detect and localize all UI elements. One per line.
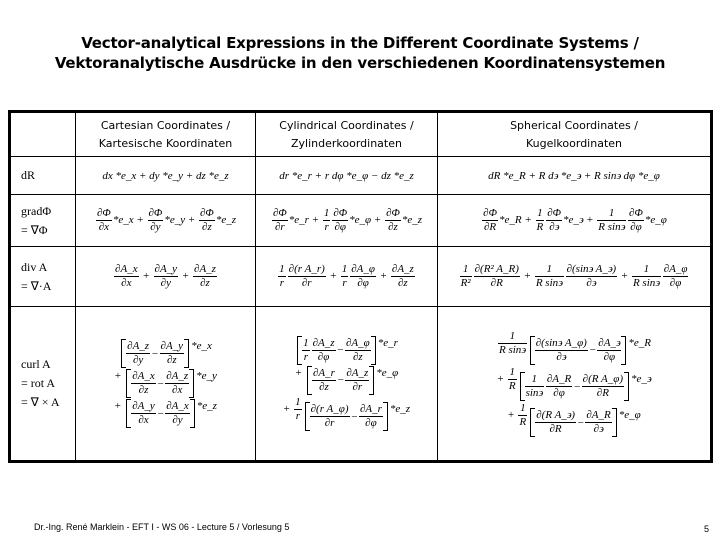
- fraction: [165, 400, 190, 427]
- math-text: *e_϶ +: [563, 214, 597, 227]
- spherical-formula: [438, 157, 712, 195]
- formula-line: [259, 170, 434, 182]
- numerator: 1: [509, 365, 515, 378]
- bracket-term: [530, 336, 627, 365]
- math-text: +: [520, 270, 534, 283]
- denominator: ∂z: [138, 384, 149, 396]
- numerator: ∂(R A_φ): [582, 373, 624, 386]
- row-label: [10, 157, 76, 195]
- fraction: [585, 409, 611, 436]
- numerator: 1: [460, 263, 472, 277]
- denominator: ∂϶: [586, 277, 597, 289]
- cylindrical-formula: [256, 157, 438, 195]
- fraction: [165, 370, 189, 397]
- numerator: ∂Φ: [386, 207, 400, 219]
- row-label-line: = rot A: [21, 376, 56, 390]
- row-gradient: [10, 195, 712, 247]
- math-text: *e_z: [389, 403, 411, 416]
- numerator: ∂Φ: [483, 207, 497, 219]
- denominator: R sin϶: [598, 221, 626, 233]
- denominator: ∂φ: [357, 277, 369, 289]
- fraction: [385, 207, 401, 234]
- math-text: *e_φ +: [349, 214, 385, 227]
- fraction: [96, 207, 112, 234]
- numerator: 1: [520, 402, 526, 415]
- header-line: Spherical Coordinates /: [510, 118, 638, 132]
- bracket-term: [520, 372, 629, 401]
- math-text: *e_R +: [498, 214, 535, 227]
- denominator: ∂φ: [334, 221, 347, 233]
- formula-line: [441, 330, 707, 365]
- denominator: ∂r: [352, 380, 363, 393]
- bracket-term: [126, 369, 194, 398]
- formula-line: [79, 207, 252, 234]
- math-text: +: [179, 270, 193, 283]
- row-label-line: = ∇·A: [21, 278, 52, 293]
- row-label-line: = ∇Φ: [21, 222, 48, 237]
- fraction: [632, 263, 661, 290]
- numerator: 1: [597, 207, 626, 221]
- denominator: r: [279, 277, 285, 289]
- math-text: *e_φ: [376, 366, 399, 379]
- denominator: ∂R: [549, 423, 562, 436]
- numerator: ∂A_z: [127, 340, 150, 352]
- numerator: ∂A_y: [160, 340, 184, 352]
- fraction: [597, 207, 626, 234]
- numerator: ∂A_z: [391, 263, 414, 275]
- cylindrical-formula: [256, 247, 438, 307]
- fraction: [474, 263, 520, 290]
- math-text: *e_x: [191, 340, 212, 352]
- fraction: [131, 400, 156, 427]
- fraction: [148, 207, 164, 234]
- numerator: ∂(sin϶ A_φ): [535, 336, 587, 349]
- spherical-formula: [438, 195, 712, 247]
- row-label-line: = ∇ × A: [21, 395, 60, 409]
- formula-line: [259, 366, 434, 395]
- math-text: +: [114, 370, 125, 382]
- denominator: ∂z: [202, 221, 212, 233]
- math-text: +: [496, 373, 507, 386]
- numerator: ∂A_x: [166, 400, 189, 412]
- fraction: [508, 366, 517, 393]
- numerator: 1: [279, 263, 285, 275]
- slide-title: [0, 33, 720, 73]
- row-label-line: gradΦ: [21, 203, 52, 218]
- fraction: [546, 373, 572, 400]
- fraction: [154, 263, 179, 290]
- denominator: R: [508, 379, 516, 392]
- denominator: ∂y: [172, 414, 183, 426]
- numerator: ∂Φ: [629, 207, 643, 219]
- numerator: 1: [537, 207, 543, 219]
- numerator: ∂(R A_϶): [536, 409, 575, 422]
- row-label: [10, 247, 76, 307]
- header-row: [10, 112, 712, 157]
- fraction: [582, 373, 624, 400]
- formula-line: [259, 396, 434, 431]
- footer-text: Dr.-Ing. René Marklein - EFT I - WS 06 - Lecture 5 / Vorlesung 5: [34, 522, 290, 532]
- numerator: ∂A_z: [312, 336, 335, 349]
- cartesian-formula: [76, 307, 256, 462]
- bracket-term: [530, 408, 617, 437]
- formula-line: [79, 369, 252, 398]
- numerator: 1: [303, 336, 309, 349]
- fraction: [193, 263, 217, 290]
- math-text: *e_z: [196, 400, 217, 412]
- denominator: ∂y: [160, 277, 171, 289]
- fraction: [391, 263, 415, 290]
- row-label-line: dR: [21, 168, 36, 182]
- fraction: [126, 340, 150, 367]
- formula-table: [8, 110, 713, 463]
- header-spherical: [438, 112, 712, 157]
- bracket-term: [126, 399, 195, 428]
- fraction: [294, 396, 302, 423]
- fraction: [535, 263, 564, 290]
- numerator: ∂A_φ: [663, 263, 688, 275]
- fraction: [278, 263, 286, 290]
- denominator: ∂x: [138, 414, 149, 426]
- cylindrical-formula: [256, 195, 438, 247]
- denominator: ∂φ: [553, 387, 565, 400]
- denominator: ∂φ: [630, 221, 642, 233]
- formula-line: [441, 402, 707, 437]
- fraction: [350, 263, 376, 290]
- fraction: [131, 370, 156, 397]
- numerator: ∂(sin϶ A_϶): [566, 263, 616, 275]
- denominator: ∂z: [352, 350, 363, 363]
- fraction: [332, 207, 348, 234]
- denominator: ∂r: [275, 221, 285, 233]
- numerator: ∂Φ: [200, 207, 214, 219]
- formula-line: [79, 170, 252, 182]
- denominator: ∂z: [319, 380, 329, 393]
- denominator: ∂φ: [317, 350, 330, 363]
- math-text: +: [139, 270, 153, 283]
- denominator: ∂z: [388, 221, 398, 233]
- bracket-term: [305, 402, 388, 431]
- math-text: −: [336, 344, 344, 357]
- denominator: ∂z: [398, 277, 408, 289]
- denominator: ∂R: [596, 387, 609, 400]
- fraction: [345, 367, 369, 394]
- math-text: −: [573, 380, 581, 393]
- denominator: r: [324, 221, 329, 233]
- denominator: ∂R: [490, 277, 503, 289]
- math-text: −: [151, 347, 159, 360]
- numerator: ∂Φ: [547, 207, 562, 219]
- math-text: +: [282, 403, 294, 416]
- denominator: ∂϶: [549, 221, 560, 233]
- math-text: +: [618, 270, 631, 283]
- numerator: 1: [535, 263, 564, 277]
- math-text: dr *e_r + r dφ *e_φ − dz *e_z: [279, 169, 414, 182]
- denominator: ∂y: [150, 221, 161, 233]
- formula-line: [441, 263, 707, 290]
- corner-cell: [10, 112, 76, 157]
- numerator: ∂A_z: [166, 370, 189, 382]
- numerator: ∂Φ: [272, 207, 287, 219]
- math-text: +: [114, 400, 125, 412]
- formula-line: [79, 399, 252, 428]
- math-text: *e_φ: [618, 409, 641, 422]
- math-text: *e_y +: [164, 214, 198, 227]
- numerator: ∂A_φ: [345, 336, 370, 349]
- fraction: [310, 403, 350, 430]
- row-dR: [10, 157, 712, 195]
- denominator: R²: [460, 277, 471, 289]
- formula-line: [79, 263, 252, 290]
- spherical-formula: [438, 247, 712, 307]
- denominator: ∂r: [324, 417, 335, 430]
- fraction: [498, 330, 527, 357]
- denominator: r: [303, 350, 308, 363]
- formula-line: [441, 366, 707, 401]
- denominator: ∂x: [98, 221, 110, 233]
- row-divergence: [10, 247, 712, 307]
- numerator: ∂Φ: [333, 207, 348, 219]
- fraction: [566, 263, 617, 290]
- denominator: ∂x: [172, 384, 183, 396]
- fraction: [323, 207, 331, 234]
- numerator: ∂A_R: [586, 409, 611, 422]
- spherical-formula: [438, 307, 712, 462]
- numerator: ∂A_R: [546, 373, 572, 386]
- numerator: ∂A_r: [359, 403, 382, 416]
- fraction: [597, 337, 621, 364]
- denominator: ∂φ: [603, 350, 616, 363]
- math-text: *e_r: [377, 336, 398, 349]
- denominator: ∂φ: [365, 417, 377, 430]
- fraction: [114, 263, 139, 290]
- numerator: 1: [295, 395, 301, 408]
- math-text: dx *e_x + dy *e_y + dz *e_z: [102, 169, 229, 182]
- math-text: +: [376, 270, 390, 283]
- fraction: [535, 337, 588, 364]
- fraction: [628, 207, 644, 234]
- denominator: ∂z: [166, 354, 177, 366]
- denominator: ∂϶: [556, 350, 567, 363]
- cartesian-formula: [76, 157, 256, 195]
- numerator: ∂A_z: [346, 366, 369, 379]
- denominator: ∂φ: [669, 277, 682, 289]
- numerator: ∂A_x: [115, 263, 138, 275]
- math-text: *e_x +: [112, 214, 147, 227]
- numerator: ∂A_z: [194, 263, 216, 275]
- denominator: r: [342, 277, 347, 289]
- denominator: sin϶: [525, 387, 543, 400]
- numerator: ∂A_y: [154, 263, 178, 275]
- fraction: [288, 263, 326, 290]
- formula-line: [79, 339, 252, 368]
- numerator: ∂Φ: [97, 207, 111, 219]
- fraction: [546, 207, 562, 234]
- math-text: *e_φ: [644, 214, 667, 227]
- numerator: ∂(r A_φ): [310, 403, 349, 416]
- formula-line: [259, 207, 434, 234]
- denominator: R: [536, 221, 544, 233]
- math-text: +: [326, 270, 340, 283]
- numerator: ∂(r A_r): [288, 263, 325, 275]
- numerator: ∂(R² A_R): [474, 263, 519, 275]
- formula-line: [259, 336, 434, 365]
- math-text: −: [156, 377, 165, 390]
- math-text: *e_z: [215, 214, 236, 227]
- fraction: [345, 337, 371, 364]
- header-line: Cartesian Coordinates /: [100, 118, 231, 132]
- denominator: ∂϶: [593, 423, 604, 436]
- math-text: *e_z: [401, 214, 423, 227]
- formula-line: [441, 207, 707, 234]
- numerator: ∂Φ: [148, 207, 163, 219]
- fraction: [312, 337, 336, 364]
- math-text: +: [507, 409, 518, 422]
- fraction: [199, 207, 215, 234]
- denominator: ∂z: [200, 277, 210, 289]
- row-label-line: curl A: [21, 357, 51, 371]
- row-label: [10, 307, 76, 462]
- fraction: [341, 263, 349, 290]
- denominator: R sin϶: [499, 343, 526, 356]
- numerator: ∂A_r: [312, 366, 335, 379]
- cartesian-formula: [76, 195, 256, 247]
- denominator: ∂x: [121, 277, 132, 289]
- math-text: −: [336, 374, 345, 387]
- header-line: Kugelkoordinaten: [525, 136, 622, 150]
- fraction: [312, 367, 336, 394]
- numerator: ∂A_φ: [351, 263, 375, 275]
- numerator: 1: [632, 263, 661, 277]
- denominator: R sin϶: [632, 277, 660, 289]
- title-line-1: Vector-analytical Expressions in the Different Coordinate Systems /: [81, 34, 639, 52]
- math-text: −: [156, 407, 165, 420]
- header-line: Kartesische Koordinaten: [98, 136, 233, 150]
- math-text: *e_y: [196, 370, 217, 382]
- cylindrical-formula: [256, 307, 438, 462]
- denominator: ∂R: [483, 221, 497, 233]
- formula-line: [441, 170, 707, 182]
- math-text: −: [588, 344, 597, 357]
- header-cartesian: [76, 112, 256, 157]
- denominator: R: [519, 416, 527, 429]
- denominator: r: [295, 409, 300, 422]
- math-text: dR *e_R + R d϶ *e_϶ + R sin϶ dφ *e_φ: [488, 169, 660, 182]
- fraction: [272, 207, 288, 234]
- fraction: [535, 409, 576, 436]
- fraction: [160, 340, 185, 367]
- denominator: ∂r: [301, 277, 312, 289]
- math-text: *e_r +: [288, 214, 322, 227]
- fraction: [460, 263, 472, 290]
- bracket-term: [297, 336, 376, 365]
- numerator: 1: [323, 207, 330, 219]
- formula-line: [259, 263, 434, 290]
- math-text: *e_R: [628, 336, 651, 349]
- fraction: [536, 207, 545, 234]
- header-line: Zylinderkoordinaten: [291, 136, 402, 150]
- numerator: ∂A_x: [132, 370, 155, 382]
- bracket-term: [307, 366, 374, 395]
- math-text: −: [576, 416, 585, 429]
- header-cylindrical: [256, 112, 438, 157]
- fraction: [359, 403, 383, 430]
- math-text: +: [294, 366, 305, 379]
- cartesian-formula: [76, 247, 256, 307]
- denominator: ∂y: [132, 354, 144, 366]
- fraction: [302, 337, 310, 364]
- page-number: 5: [704, 524, 710, 534]
- fraction: [663, 263, 689, 290]
- math-text: *e_϶: [631, 373, 652, 386]
- title-line-2: Vektoranalytische Ausdrücke in den verschiedenen Koordinatensystemen: [54, 54, 666, 72]
- row-curl: [10, 307, 712, 462]
- bracket-term: [121, 339, 189, 368]
- denominator: R sin϶: [535, 277, 563, 289]
- numerator: 1: [525, 373, 544, 387]
- row-label-line: div A: [21, 259, 48, 274]
- fraction: [482, 207, 498, 234]
- math-text: −: [350, 410, 358, 423]
- numerator: ∂A_y: [132, 400, 155, 412]
- fraction: [525, 373, 544, 400]
- fraction: [518, 402, 527, 429]
- numerator: 1: [341, 263, 348, 275]
- header-line: Cylindrical Coordinates /: [279, 118, 414, 132]
- numerator: 1: [498, 330, 527, 344]
- row-label: [10, 195, 76, 247]
- numerator: ∂A_϶: [598, 336, 621, 349]
